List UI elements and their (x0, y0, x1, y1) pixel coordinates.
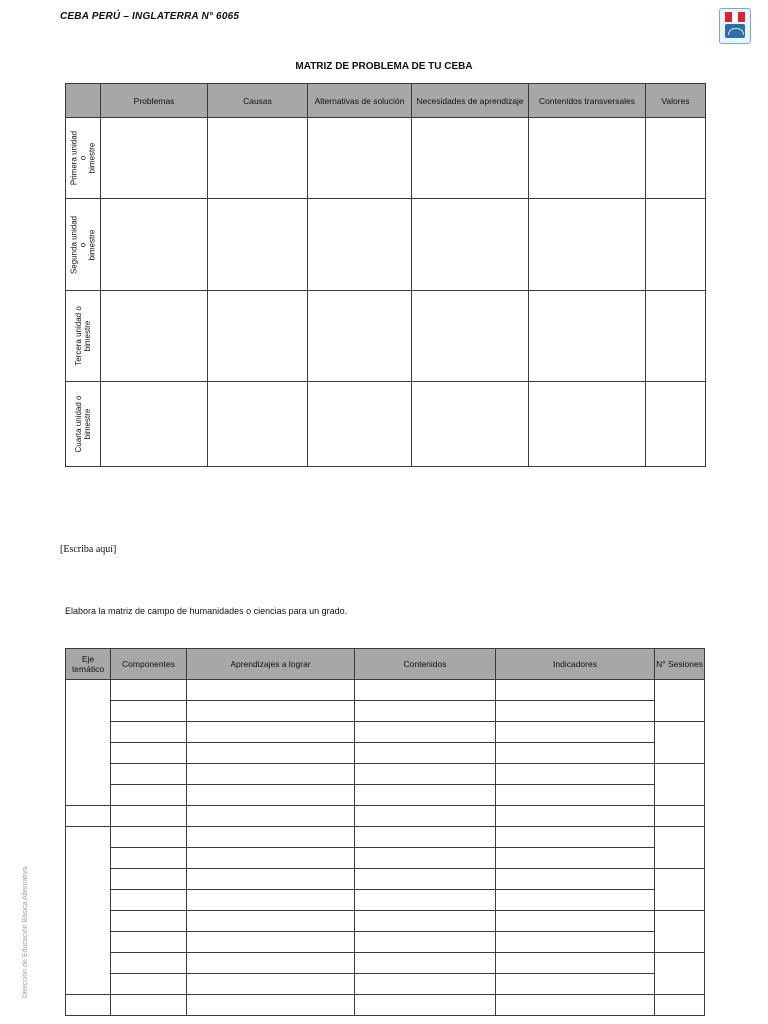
table-row (66, 974, 705, 995)
table-cell[interactable] (355, 743, 496, 764)
matrix-title: MATRIZ DE PROBLEMA DE TU CEBA (295, 61, 473, 72)
sesiones-cell[interactable] (655, 911, 705, 953)
table-cell[interactable] (187, 764, 355, 785)
table-cell[interactable] (111, 680, 187, 701)
problem-matrix-table (65, 83, 706, 467)
sesiones-cell[interactable] (655, 764, 705, 806)
table-row (66, 199, 706, 291)
table-row (66, 869, 705, 890)
table-cell[interactable] (208, 291, 308, 382)
eje-cell[interactable] (66, 806, 111, 827)
table-cell[interactable] (412, 118, 529, 199)
table-cell[interactable] (355, 701, 496, 722)
eje-cell[interactable] (66, 680, 111, 806)
table-cell[interactable] (101, 291, 208, 382)
sesiones-cell[interactable] (655, 869, 705, 911)
table-cell[interactable] (187, 995, 355, 1016)
header-cell-sesiones: N° Sesiones (655, 649, 705, 680)
sesiones-cell[interactable] (655, 827, 705, 869)
table-cell[interactable] (496, 848, 655, 869)
table-cell[interactable] (187, 932, 355, 953)
header-cell-valores: Valores (646, 84, 706, 118)
table-cell[interactable] (646, 199, 706, 291)
table-row (66, 827, 705, 848)
table-cell[interactable] (355, 869, 496, 890)
table-cell[interactable] (187, 806, 355, 827)
table-row (66, 118, 706, 199)
side-note-text: Dirección de Educación Básica Alternativa (22, 866, 29, 998)
table-row (66, 932, 705, 953)
table-cell[interactable] (496, 869, 655, 890)
table-cell[interactable] (308, 291, 412, 382)
table-cell[interactable] (496, 932, 655, 953)
table-cell[interactable] (355, 953, 496, 974)
table-cell[interactable] (355, 911, 496, 932)
table-cell[interactable] (111, 932, 187, 953)
table-cell[interactable] (496, 722, 655, 743)
sesiones-cell[interactable] (655, 953, 705, 995)
table-cell[interactable] (355, 680, 496, 701)
table-cell[interactable] (111, 995, 187, 1016)
table-cell[interactable] (208, 118, 308, 199)
table-cell[interactable] (308, 382, 412, 467)
table-cell[interactable] (355, 827, 496, 848)
table-cell[interactable] (101, 199, 208, 291)
row-label-segunda: Segunda unidad o bimestre (69, 215, 97, 274)
table-cell[interactable] (187, 848, 355, 869)
table-cell[interactable] (355, 932, 496, 953)
table-cell[interactable] (496, 701, 655, 722)
header-cell-causas: Causas (208, 84, 308, 118)
table-cell[interactable] (646, 118, 706, 199)
sesiones-cell[interactable] (655, 722, 705, 764)
header-cell-contenidos-transversales: Contenidos transversales (529, 84, 646, 118)
header-cell-componentes: Componentes (111, 649, 187, 680)
table-row (66, 722, 705, 743)
table-cell[interactable] (187, 911, 355, 932)
header-cell-indicadores: Indicadores (496, 649, 655, 680)
header-cell-necesidades: Necesidades de aprendizaje (412, 84, 529, 118)
table-row (66, 701, 705, 722)
row-label-primera: Primera unidad o bimestre (69, 130, 97, 186)
table-cell[interactable] (496, 890, 655, 911)
table-cell[interactable] (308, 118, 412, 199)
table-cell[interactable] (355, 722, 496, 743)
table-cell[interactable] (111, 974, 187, 995)
header-cell-empty (66, 84, 101, 118)
table-cell[interactable] (111, 848, 187, 869)
table-cell[interactable] (355, 785, 496, 806)
table-header-row (66, 84, 706, 118)
table-cell[interactable] (355, 848, 496, 869)
table-cell[interactable] (111, 785, 187, 806)
table-cell[interactable] (529, 199, 646, 291)
table-cell[interactable] (496, 827, 655, 848)
table-cell[interactable] (208, 382, 308, 467)
table-cell[interactable] (111, 722, 187, 743)
table-cell[interactable] (496, 785, 655, 806)
table-cell[interactable] (355, 764, 496, 785)
sesiones-cell[interactable] (655, 995, 705, 1016)
table-header-row (66, 649, 705, 680)
table-cell[interactable] (529, 118, 646, 199)
row-label-tercera: Tercera unidad o bimestre (74, 306, 92, 366)
table-cell[interactable] (187, 827, 355, 848)
table-cell[interactable] (496, 680, 655, 701)
header-cell-problemas: Problemas (101, 84, 208, 118)
instruction-text: Elabora la matriz de campo de humanidades o ciencias para un grado. (65, 606, 348, 616)
table-cell[interactable] (111, 953, 187, 974)
school-crest-icon (719, 8, 751, 44)
table-row (66, 806, 705, 827)
sesiones-cell[interactable] (655, 806, 705, 827)
table-cell[interactable] (187, 680, 355, 701)
table-cell[interactable] (111, 743, 187, 764)
table-cell[interactable] (412, 382, 529, 467)
table-row (66, 764, 705, 785)
flag-icon (725, 12, 745, 22)
table-cell[interactable] (496, 953, 655, 974)
field-matrix-table (65, 648, 705, 1016)
eje-cell[interactable] (66, 827, 111, 995)
table-cell[interactable] (208, 199, 308, 291)
sesiones-cell[interactable] (655, 680, 705, 722)
table-cell[interactable] (111, 827, 187, 848)
table-cell[interactable] (646, 291, 706, 382)
header-cell-eje-tematico: Eje temático (66, 649, 111, 680)
table-cell[interactable] (187, 785, 355, 806)
table-cell[interactable] (529, 382, 646, 467)
table-cell[interactable] (111, 806, 187, 827)
table-cell[interactable] (529, 291, 646, 382)
table-cell[interactable] (187, 890, 355, 911)
table-cell[interactable] (496, 764, 655, 785)
table-cell[interactable] (496, 995, 655, 1016)
write-here-placeholder[interactable]: [Escriba aquí] (60, 544, 117, 555)
table-cell[interactable] (308, 199, 412, 291)
table-cell[interactable] (111, 911, 187, 932)
table-cell[interactable] (412, 291, 529, 382)
table-cell[interactable] (355, 890, 496, 911)
table-cell[interactable] (187, 974, 355, 995)
table-cell[interactable] (412, 199, 529, 291)
eje-cell[interactable] (66, 995, 111, 1016)
table-row (66, 785, 705, 806)
table-cell[interactable] (101, 382, 208, 467)
table-row (66, 953, 705, 974)
table-cell[interactable] (111, 869, 187, 890)
table-cell[interactable] (111, 701, 187, 722)
header-cell-aprendizajes: Aprendizajes a lograr (187, 649, 355, 680)
table-row (66, 291, 706, 382)
table-cell[interactable] (187, 743, 355, 764)
table-cell[interactable] (101, 118, 208, 199)
table-cell[interactable] (187, 722, 355, 743)
table-row (66, 995, 705, 1016)
table-row (66, 743, 705, 764)
table-row (66, 911, 705, 932)
table-row (66, 382, 706, 467)
table-cell[interactable] (111, 764, 187, 785)
table-row (66, 848, 705, 869)
table-row (66, 890, 705, 911)
table-cell[interactable] (646, 382, 706, 467)
table-cell[interactable] (187, 869, 355, 890)
row-label-cuarta: Cuarta unidad o bimestre (74, 395, 92, 453)
table-row (66, 680, 705, 701)
header-cell-alternativas: Alternativas de solución (308, 84, 412, 118)
table-cell[interactable] (355, 806, 496, 827)
document-header-title: CEBA PERÚ – INGLATERRA N° 6065 (60, 11, 240, 22)
header-cell-contenidos: Contenidos (355, 649, 496, 680)
table-cell[interactable] (496, 974, 655, 995)
table-cell[interactable] (355, 995, 496, 1016)
table-cell[interactable] (355, 974, 496, 995)
table-cell[interactable] (187, 701, 355, 722)
table-cell[interactable] (496, 743, 655, 764)
table-cell[interactable] (111, 890, 187, 911)
table-cell[interactable] (187, 953, 355, 974)
table-cell[interactable] (496, 806, 655, 827)
table-cell[interactable] (496, 911, 655, 932)
